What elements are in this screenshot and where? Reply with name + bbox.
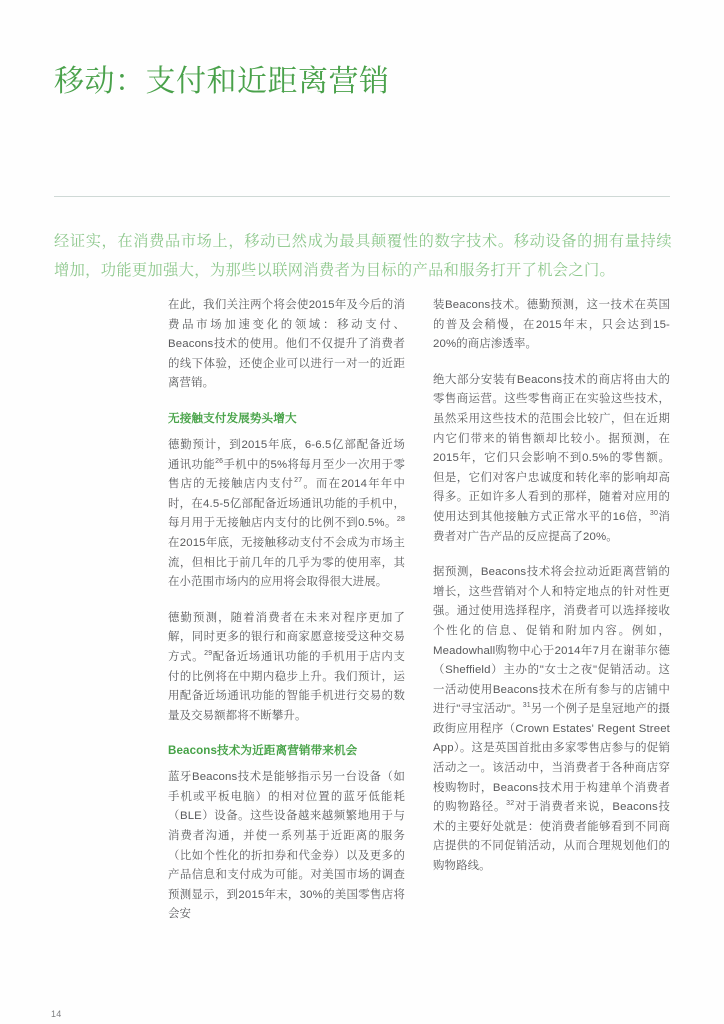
right-column: [433, 296, 670, 877]
intro-paragraph: 经证实，在消费品市场上，移动已然成为最具颠覆性的数字技术。移动设备的拥有量持续增加，功能更加强大，为那些以联网消费者为目标的产品和服务打开了机会之门。: [54, 233, 672, 280]
left-paragraph-2: [168, 436, 405, 593]
footnote-marker-27: 27: [294, 477, 303, 485]
left-paragraph-1: 在此，我们关注两个将会使2015年及今后的消费品市场加速变化的领域：移动支付、Beacons技术的使用。他们不仅提升了消费者的线下体验，还使企业可以进行一对一的近距离营销。: [168, 299, 405, 390]
text-run: 配备近场通讯功能的手机用于店内支付的比例将在中期内稳步上升。我们预计，运用配备近场通讯功能的智能手机进行交易的数量及交易额都将不断攀升。: [168, 650, 406, 722]
footnote-marker-28: 28: [396, 516, 405, 524]
header-divider: [54, 196, 670, 197]
section-heading-contactless-payment: 无接触支付发展势头增大: [168, 411, 297, 425]
text-run: 绝大部分安装有Beacons技术的商店将由大的零售商运营。这些零售商正在实验这些技术，虽然采用这些技术的范围会比较广，但在近期内它们带来的销售额却比较小。据预测，在2015年，它们只会影响不到0.5%的零售额。但是，它们对客户忠诚度和转化率的影响却高得多。正如许多人看到的那样，随着对应用的使用达到其他接触方式正常水平的16倍，: [433, 373, 670, 523]
footnote-marker-30: 30: [649, 510, 659, 518]
left-paragraph-3: [168, 609, 405, 727]
right-paragraph-2: [433, 371, 670, 547]
footnote-marker-26: 26: [215, 457, 224, 465]
left-column: [168, 296, 405, 925]
text-run: 据预测，Beacons技术将会拉动近距离营销的增长，这些营销对个人和特定地点的针对性更强。通过使用选择程序，消费者可以选择接收个性化的信息、促销和附加内容。例如，Meadowhall购物中心于2014年7月在谢菲尔德（Sheffield）主办的"女士之夜"促销活动。这一活动使用Beacons技术在所有参与的店铺中进行"寻宝活动"。: [433, 566, 670, 716]
right-paragraph-3: [433, 563, 670, 877]
text-run: 德勤预测，随着消费者在未来对程序更加了解，同时更多的银行和商家愿意接受这种交易方式。: [168, 611, 405, 663]
text-run: 消费者对广告产品的反应提高了20%。: [433, 510, 670, 543]
text-run: 手机中的5%将每月至少一次用于零售店的无接触店内支付: [168, 458, 405, 491]
text-run: 在2015年底，无接触移动支付不会成为市场主流，但相比于前几年的几乎为零的使用率，其在小范围市场内的应用将会取得很大进展。: [168, 536, 405, 589]
page-title: 移动：支付和近距离营销: [54, 65, 390, 99]
right-paragraph-1: 装Beacons技术。德勤预测，这一技术在英国的普及会稍慢，在2015年末，只会达到15-20%的商店渗透率。: [433, 299, 670, 351]
left-paragraph-4: 蓝牙Beacons技术是能够指示另一台设备（如手机或平板电脑）的相对位置的蓝牙低能耗（BLE）设备。这些设备越来越频繁地用于与消费者沟通，并使一系列基于近距离的服务（比如个性化的折扣券和代金券）以及更多的产品信息和支付成为可能。对美国市场的调查预测显示，到2015年末，30%的美国零售店将会安: [168, 771, 405, 921]
text-run: 对于消费者来说，Beacons技术的主要好处就是：使消费者能够看到不同商店提供的不同促销活动，从而合理规划他们的购物路线。: [433, 801, 670, 873]
section-heading-beacons: Beacons技术为近距离营销带来机会: [168, 744, 358, 758]
footnote-marker-32: 32: [506, 800, 515, 808]
text-run: 另一个例子是皇冠地产的摄政街应用程序（Crown Estates' Regent Street App）。这是英国首批由多家零售店参与的促销活动之一。该活动中，当消费者于各种商店穿梭购物时，Beacons技术用于构建单个消费者的购物路径。: [433, 703, 670, 814]
footnote-marker-31: 31: [522, 702, 531, 710]
body-columns: [168, 296, 670, 925]
text-run: 德勤预计，到2015年底，6-6.5亿部配备近场通讯功能: [168, 438, 405, 471]
page-number: 14: [51, 1009, 62, 1019]
footnote-marker-29: 29: [204, 650, 213, 658]
text-run: 。而在2014年年中时，在4.5-5亿部配备近场通讯功能的手机中，每月用于无接触店内支付的比例不到0.5%。: [168, 478, 405, 530]
